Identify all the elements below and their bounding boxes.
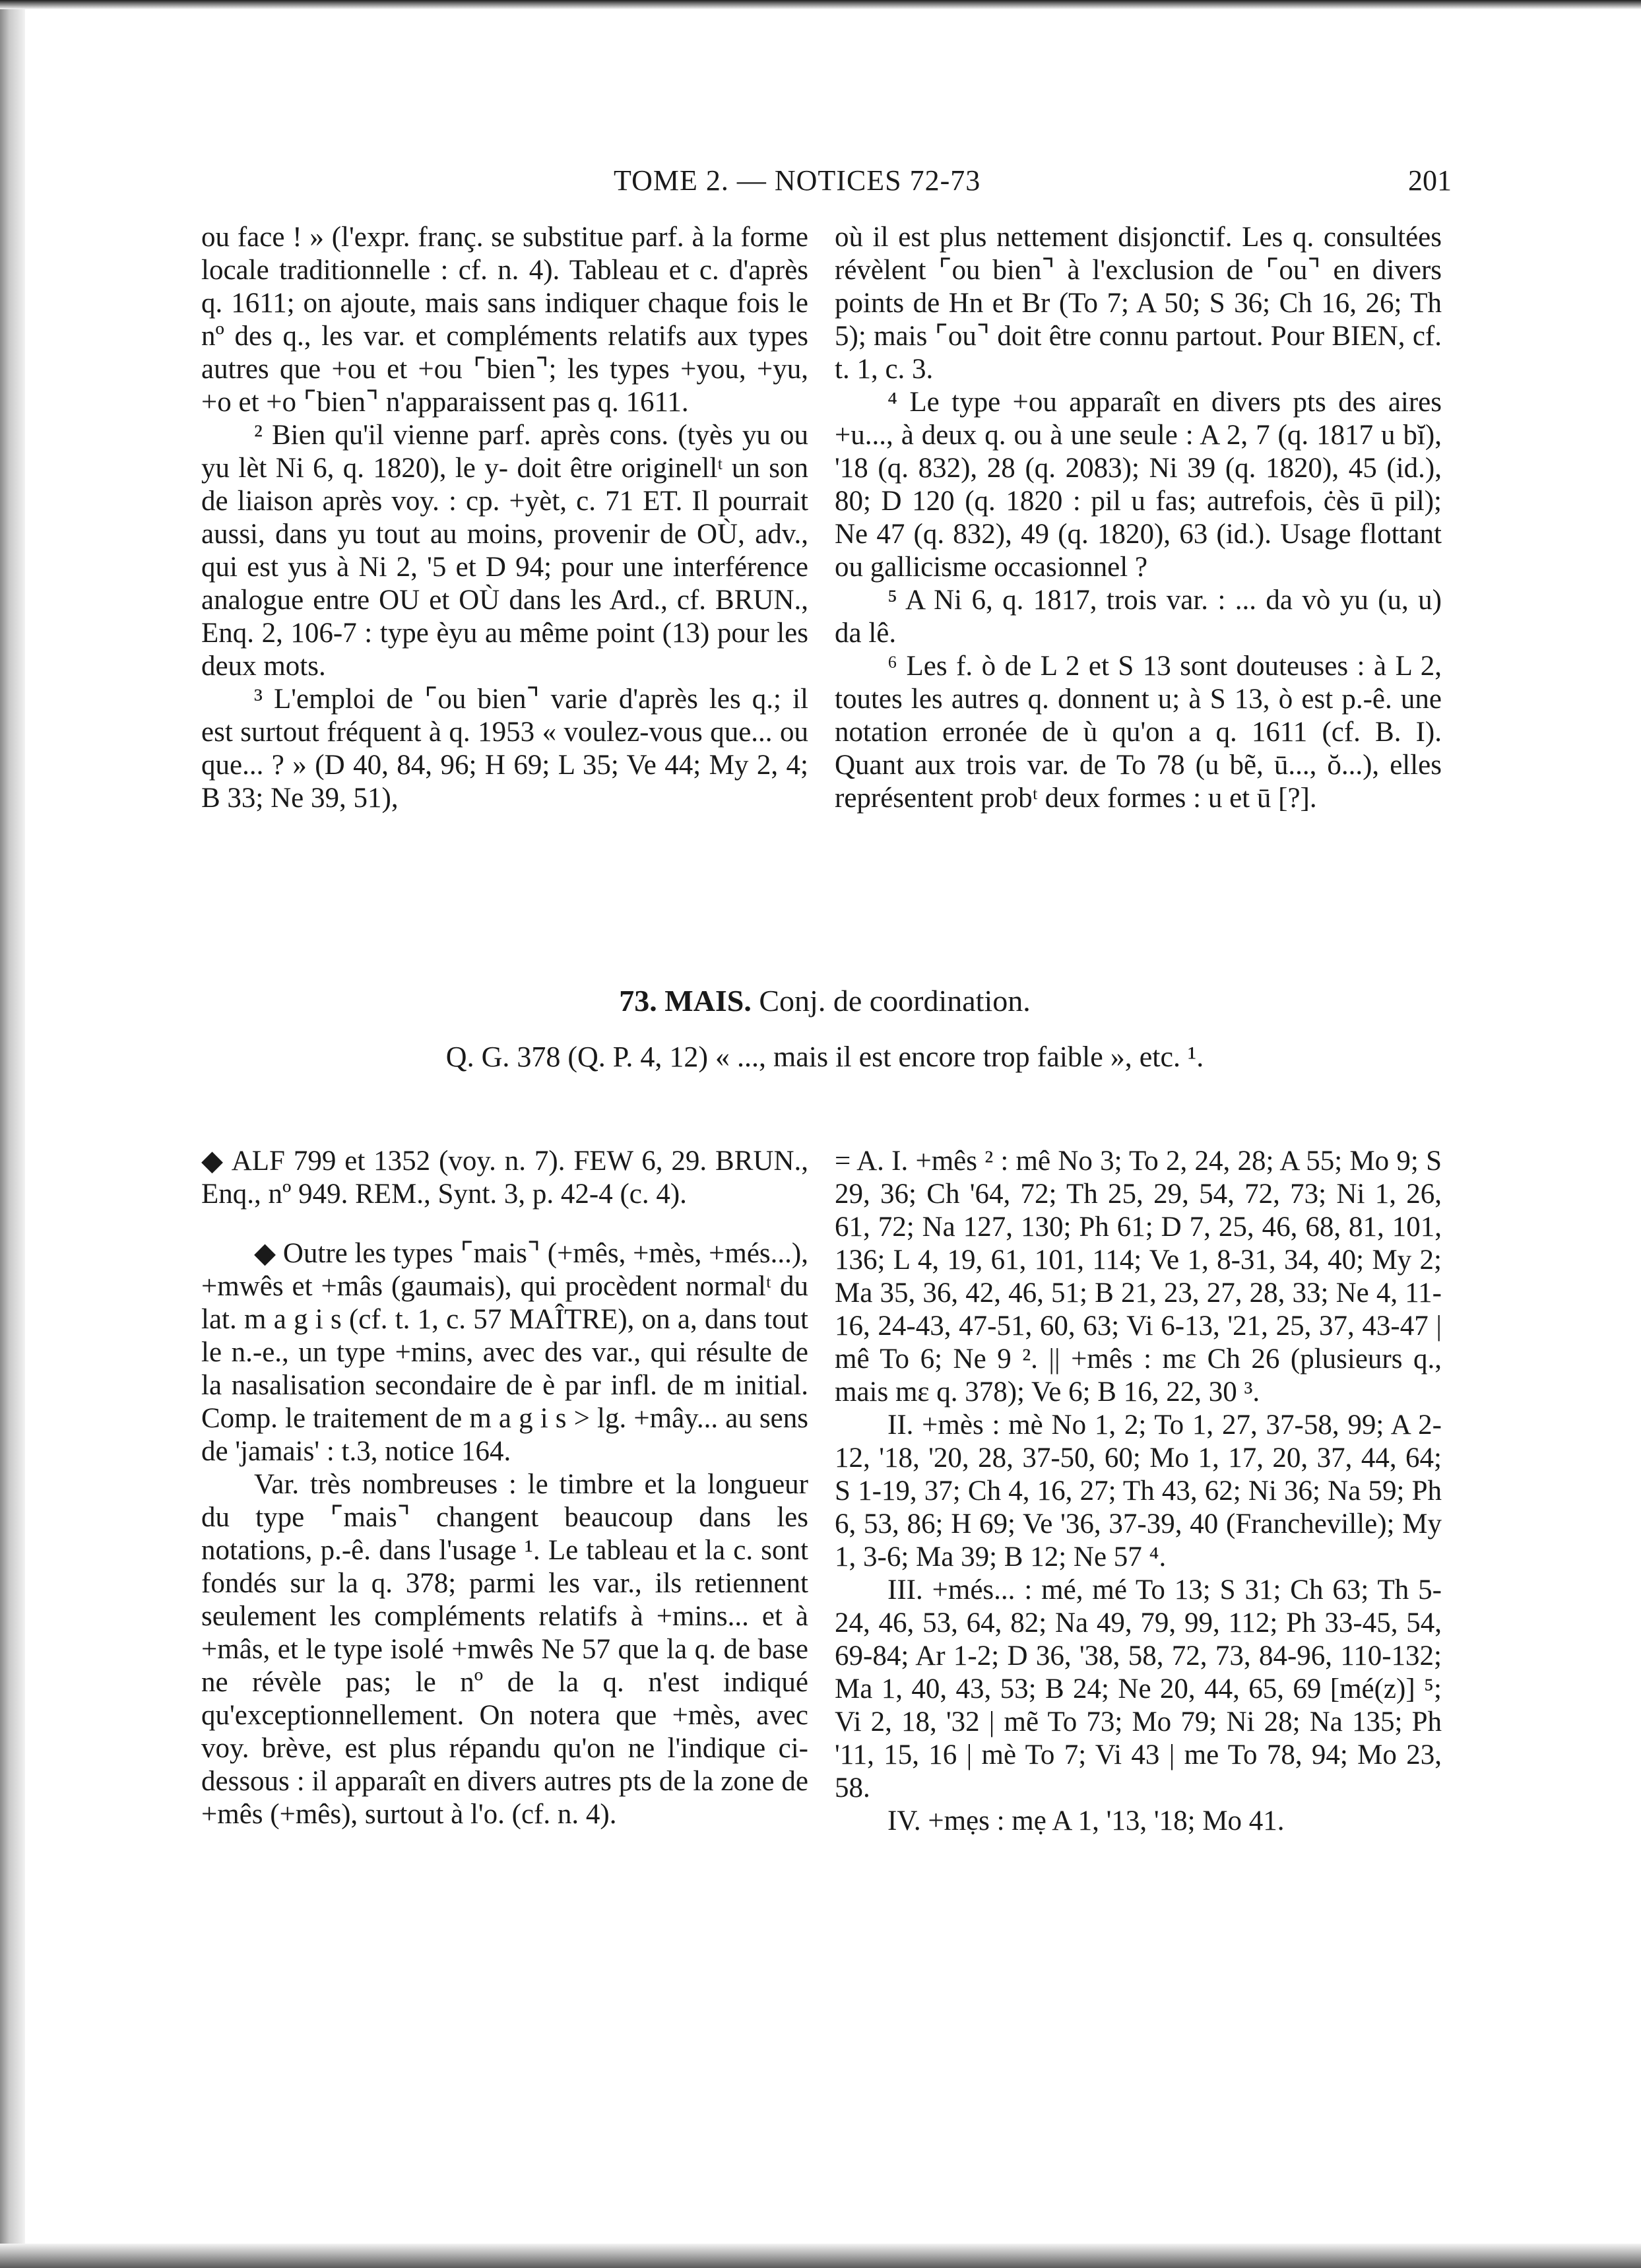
page-number: 201 bbox=[1408, 164, 1452, 197]
bibliography-paragraph: ◆ ALF 799 et 1352 (voy. n. 7). FEW 6, 29. BRUN., Enq., nº 949. REM., Synt. 3, p. 42-4 (c. 4). bbox=[201, 1146, 808, 1210]
form-group-ii: II. +mès : mè No 1, 2; To 1, 27, 37-58, 99; A 2-12, '18, '20, 28, 37-50, 60; Mo 1, 17, 20, 37, 44, 64; S 1-19, 37; Ch 4, 16, 27; Th 43, 62; Ni 36; Na 59; Ph 6, 53, 86; H 69; Ve '36, 37-39, 40 (Francheville); My 1, 3-6; Ma 39; B 12; Ne 57 ⁴. bbox=[835, 1409, 1442, 1572]
types-paragraph: ◆ Outre les types ⌜mais⌝ (+mês, +mès, +més...), +mwês et +mâs (gaumais), qui procèdent normalᵗ du lat. m a g i s (cf. t. 1, c. 57 MAÎTRE), on a, dans tout le n.-e., un type +mins, avec des var., qui résulte de la nasalisation secondaire de è par infl. de m initial. Comp. le traitement de m a g i s > lg. +mây... au sens de 'jamais' : t.3, notice 164. bbox=[201, 1238, 808, 1467]
note-6: ⁶ Les f. ò de L 2 et S 13 sont douteuses : à L 2, toutes les autres q. donnent u; à S 13, ò est p.-ê. une notation erronée de ù qu'on a q. 1611 (cf. B. I). Quant aux trois var. de To 78 (u bẽ, ū..., ŏ...), elles représentent probᵗ deux formes : u et ū [?]. bbox=[835, 651, 1442, 814]
note-3: ³ L'emploi de ⌜ou bien⌝ varie d'après les q.; il est surtout fréquent à q. 1953 « voulez-vous que... ou que... ? » (D 40, 84, 96; H 69; L 35; Ve 44; My 2, 4; B 33; Ne 39, 51), bbox=[201, 684, 808, 814]
notice-73-number: 73. MAIS. bbox=[619, 984, 752, 1018]
notice-73-question: Q. G. 378 (Q. P. 4, 12) « ..., mais il est encore trop faible », etc. ¹. bbox=[445, 1041, 1204, 1073]
note-5: ⁵ A Ni 6, q. 1817, trois var. : ... da vò yu (u, u) da lê. bbox=[835, 585, 1442, 649]
running-header bbox=[205, 158, 1452, 205]
note-4: ⁴ Le type +ou apparaît en divers pts des aires +u..., à deux q. ou à une seule : A 2, 7 (q. 1817 u bĭ), '18 (q. 832), 28 (q. 2083); Ni 39 (q. 1820), 45 (id.), 80; D 120 (q. 1820 : pil u fas; autrefois, ċès ū pil); Ne 47 (q. 832), 49 (q. 1820), 63 (id.). Usage flottant ou gallicisme occasionnel ? bbox=[835, 387, 1442, 583]
form-group-i: = A. I. +mês ² : mê No 3; To 2, 24, 28; A 55; Mo 9; S 29, 36; Ch '64, 72; Th 25, 29, 54, 72, 73; Ni 1, 26, 61, 72; Na 127, 130; Ph 61; D 7, 25, 46, 68, 81, 101, 136; L 4, 19, 61, 101, 114; Ve 1, 8-31, 34, 40; My 2; Ma 35, 36, 42, 46, 51; B 21, 23, 27, 28, 33; Ne 4, 11-16, 24-43, 47-51, 60, 63; Vi 6-13, '21, 25, 37, 43-47 | mê To 6; Ne 9 ². || +mês : mɛ Ch 26 (plusieurs q., mais mɛ q. 378); Ve 6; B 16, 22, 30 ³. bbox=[835, 1146, 1442, 1408]
notice-72-notes-right-column bbox=[835, 221, 1442, 815]
scan-top-edge bbox=[0, 0, 1641, 9]
notice-72-notes-left-column bbox=[201, 221, 808, 815]
form-group-iv: IV. +mẹs : mẹ A 1, '13, '18; Mo 41. bbox=[887, 1805, 1285, 1836]
notice-73-commentary-column bbox=[201, 1145, 808, 1831]
running-title: TOME 2. — NOTICES 72-73 bbox=[614, 164, 981, 197]
notice-73-heading bbox=[205, 983, 1445, 1018]
note-continuation: ou face ! » (l'expr. franç. se substitue parf. à la forme locale traditionnelle : cf. n. 4). Tableau et c. d'après q. 1611; on ajoute, mais sans indiquer chaque fois le nº des q., les var. et compléments relatifs aux types autres que +ou et +ou ⌜bien⌝; les types +you, +yu, +o et +o ⌜bien⌝ n'apparaissent pas q. 1611. bbox=[201, 222, 808, 418]
note-2: ² Bien qu'il vienne parf. après cons. (tyès yu ou yu lèt Ni 6, q. 1820), le y- doit être originellᵗ un son de liaison après voy. : cp. +yèt, c. 71 ET. Il pourrait aussi, dans yu tout au moins, provenir de OÙ, adv., qui est yus à Ni 2, '5 et D 94; pour une interférence analogue entre OU et OÙ dans les Ard., cf. BRUN., Enq. 2, 106-7 : type èyu au même point (13) pour les deux mots. bbox=[201, 420, 808, 682]
notice-73-grammar: Conj. de coordination. bbox=[751, 984, 1031, 1018]
form-group-iii: III. +més... : mé, mé To 13; S 31; Ch 63; Th 5-24, 46, 53, 64, 82; Na 49, 79, 99, 112; Ph 33-45, 54, 69-84; Ar 1-2; D 36, '38, 58, 72, 73, 84-96, 110-132; Ma 1, 40, 43, 53; B 24; Ne 20, 44, 65, 69 [mé(z)] ⁵; Vi 2, 18, '32 | mẽ To 73; Mo 79; Ni 28; Na 135; Ph '11, 15, 16 | mè To 7; Vi 43 | me To 78, 94; Mo 23, 58. bbox=[835, 1574, 1442, 1803]
variants-paragraph: Var. très nombreuses : le timbre et la longueur du type ⌜mais⌝ changent beaucoup dans les notations, p.-ê. dans l'usage ¹. Le tableau et la c. sont fondés sur la q. 378; parmi les var., ils retiennent seulement les compléments relatifs à +mins... et à +mâs, et le type isolé +mwês Ne 57 que la q. de base ne révèle pas; le nº de la q. n'est indiqué qu'exceptionnellement. On notera que +mès, avec voy. brève, est plus répandu qu'on ne l'indique ci-dessous : il apparaît en divers autres pts de la zone de +mês (+mês), surtout à l'o. (cf. n. 4). bbox=[201, 1469, 808, 1830]
scan-left-edge bbox=[0, 0, 25, 2268]
scan-bottom-edge bbox=[0, 2244, 1641, 2268]
notice-73-forms-column bbox=[835, 1145, 1442, 1838]
note-3-continuation: où il est plus nettement disjonctif. Les q. consultées révèlent ⌜ou bien⌝ à l'exclusion de ⌜ou⌝ en divers points de Hn et Br (To 7; A 50; S 36; Ch 16, 26; Th 5); mais ⌜ou⌝ doit être connu partout. Pour BIEN, cf. t. 1, c. 3. bbox=[835, 222, 1442, 385]
